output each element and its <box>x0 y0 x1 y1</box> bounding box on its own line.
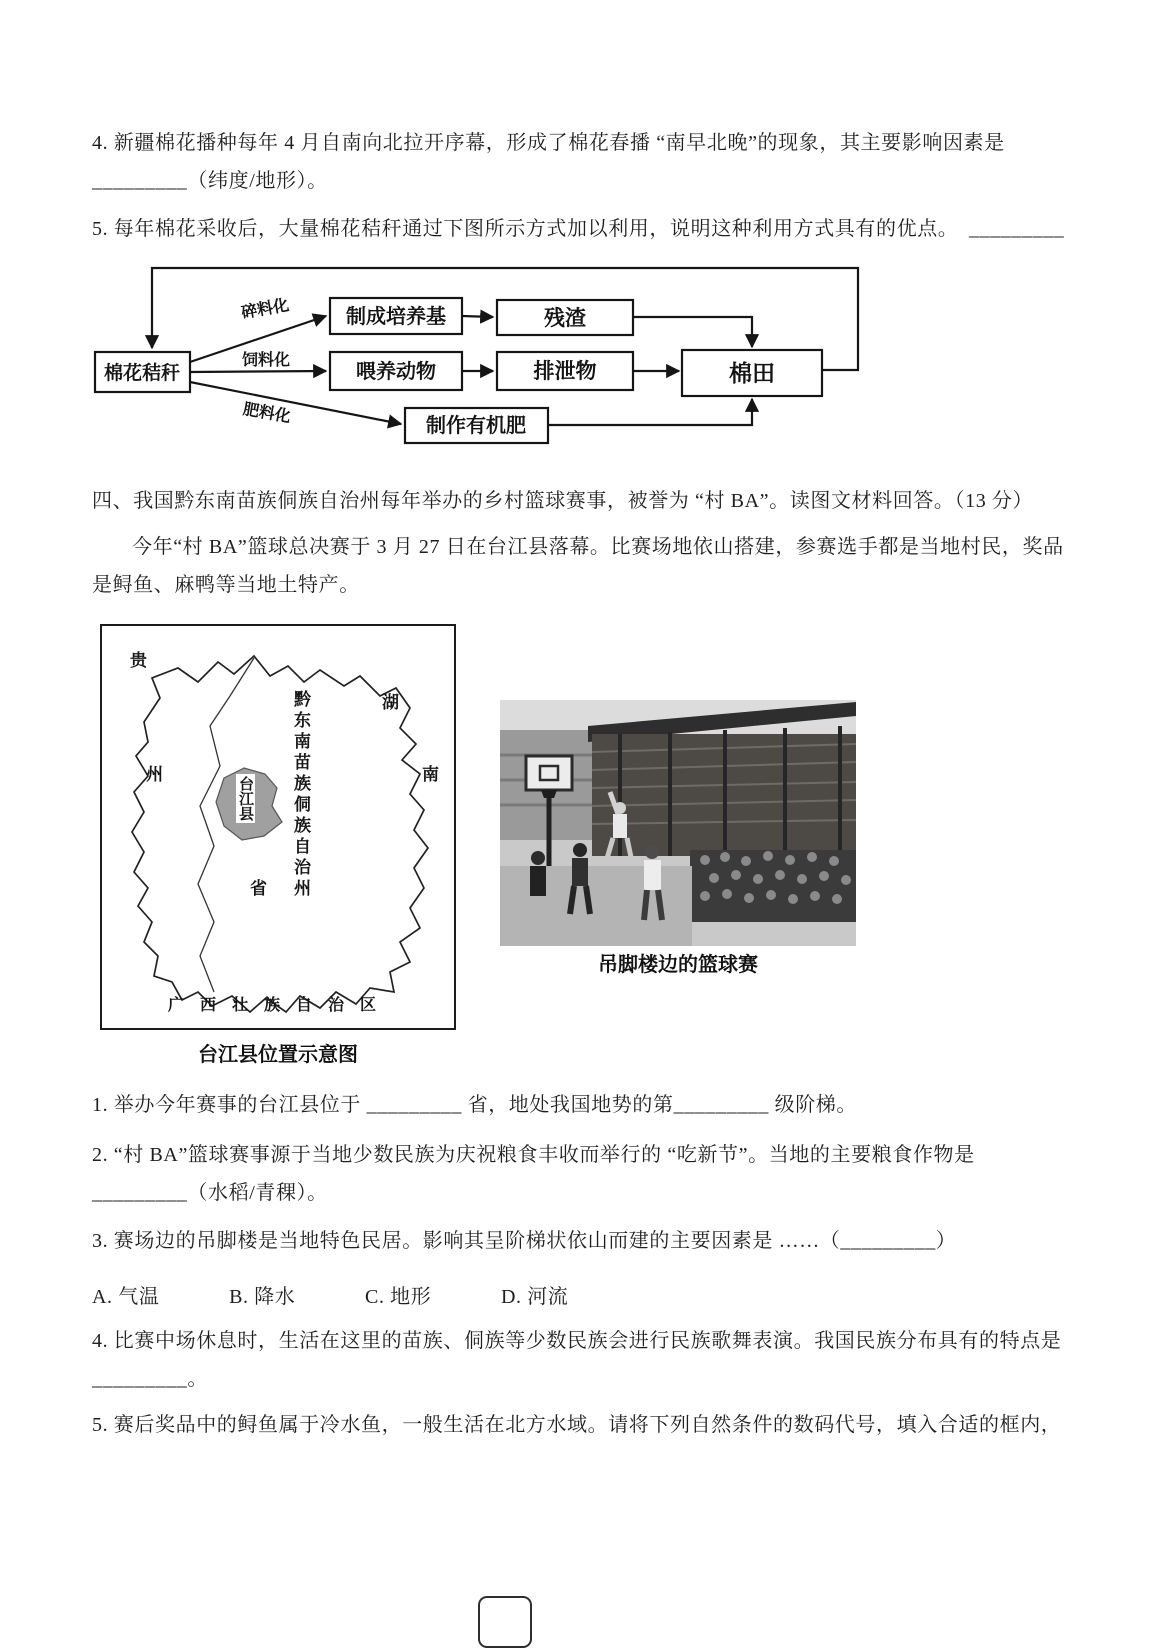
s4-question-3: 3. 赛场边的吊脚楼是当地特色民居。影响其呈阶梯状依山而建的主要因素是 ……（_________） <box>92 1230 957 1252</box>
node-cotton-field-label: 棉田 <box>729 361 775 386</box>
edge-organic-to-field <box>548 399 752 425</box>
map-label-hu: 湖 <box>382 693 399 712</box>
section-four-intro: 今年“村 BA”篮球总决赛于 3 月 27 日在台江县落幕。比赛场地依山搭建，参赛选手都是当地村民，奖品是鲟鱼、麻鸭等当地土特产。 <box>92 536 1064 596</box>
question-4-line1: 4. 新疆棉花播种每年 4 月自南向北拉开序幕，形成了棉花春播 “南早北晚”的现象，其主要影响因素是 <box>92 132 1005 154</box>
photo-caption: 吊脚楼边的篮球赛 <box>598 954 758 976</box>
cotton-stalk-flow-diagram <box>90 258 1070 458</box>
edge-residue-to-field <box>633 317 752 347</box>
edge-medium-to-residue <box>462 316 493 317</box>
basketball-photo <box>500 700 856 946</box>
edge-label-crush: 碎料化 <box>240 297 291 323</box>
s4-question-2-line2: _________（水稻/青稞）。 <box>92 1182 328 1204</box>
map-drawing <box>102 626 454 1028</box>
flow-diagram-canvas <box>90 258 1070 458</box>
option-a: A. 气温 <box>92 1286 160 1308</box>
section-four-heading: 四、我国黔东南苗族侗族自治州每年举办的乡村篮球赛事，被誉为 “村 BA”。读图文材料回答。（13 分） <box>92 490 1034 512</box>
location-map <box>100 624 456 1030</box>
edge-feed <box>190 371 326 372</box>
map-label-county: 台江县 <box>237 776 254 821</box>
s4-question-5: 5. 赛后奖品中的鲟鱼属于冷水鱼，一般生活在北方水域。请将下列自然条件的数码代号，填入合适的框内， <box>92 1414 1062 1436</box>
node-residue-label: 残渣 <box>544 306 586 330</box>
s4-question-4-line1: 4. 比赛中场休息时，生活在这里的苗族、侗族等少数民族会进行民族歌舞表演。我国民族分布具有的特点是 <box>92 1330 1062 1352</box>
edge-label-feed: 饲料化 <box>241 352 291 369</box>
node-culture-medium-label: 制成培养基 <box>346 306 446 328</box>
node-organic-fertilizer-label: 制作有机肥 <box>426 415 526 437</box>
option-b: B. 降水 <box>229 1286 296 1308</box>
s4-question-1: 1. 举办今年赛事的台江县位于 _________ 省，地处我国地势的第_________ 级阶梯。 <box>92 1094 857 1116</box>
map-label-prefecture: 黔东南苗族侗族自治州 <box>291 690 310 900</box>
map-label-guangxi: 广西壮族自治区 <box>167 997 392 1014</box>
question-4-line2: _________（纬度/地形）。 <box>92 170 328 192</box>
photo-illustration <box>500 700 856 946</box>
answer-box-partial <box>478 1596 532 1648</box>
map-label-zhou: 州 <box>146 765 163 784</box>
map-caption: 台江县位置示意图 <box>198 1044 358 1066</box>
map-label-nan: 南 <box>422 765 439 784</box>
question-5-text: 5. 每年棉花采收后，大量棉花秸秆通过下图所示方式加以利用，说明这种利用方式具有的优点。 _________ <box>92 218 1065 240</box>
backboard-shape <box>526 756 572 790</box>
s4-question-2-line1: 2. “村 BA”篮球赛事源于当地少数民族为庆祝粮食丰收而举行的 “吃新节”。当地的主要粮食作物是 <box>92 1144 975 1166</box>
node-source-label: 棉花秸秆 <box>103 363 181 384</box>
edge-label-fertilize: 肥料化 <box>241 401 292 427</box>
node-excrement-label: 排泄物 <box>533 359 597 383</box>
option-d: D. 河流 <box>500 1286 569 1308</box>
map-label-sheng: 省 <box>250 879 267 898</box>
node-feed-animals-label: 喂养动物 <box>356 361 436 383</box>
map-label-gui: 贵 <box>130 651 147 670</box>
option-c: C. 地形 <box>365 1286 432 1308</box>
s4-question-3-options <box>92 1280 632 1309</box>
s4-question-4-line2: _________。 <box>92 1368 208 1390</box>
